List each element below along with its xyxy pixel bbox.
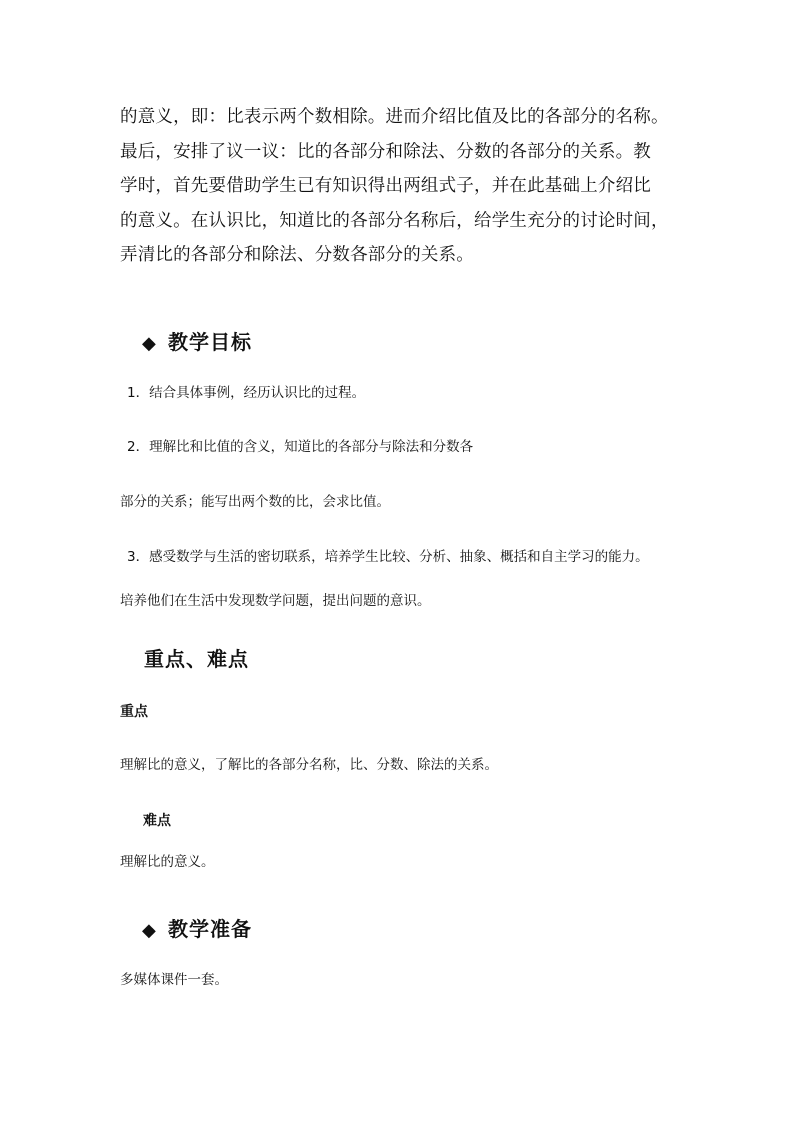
goal-item-2: 2．理解比和比值的含义，知道比的各部分与除法和分数各: [127, 439, 474, 455]
goal-item-2-continued: 部分的关系；能写出两个数的比，会求比值。: [120, 494, 390, 510]
section-heading-goals: [142, 326, 252, 355]
goal-item-3: 3．感受数学与生活的密切联系，培养学生比较、分析、抽象、概括和自主学习的能力。: [127, 549, 649, 565]
intro-line: 学时，首先要借助学生已有知识得出两组式子，并在此基础上介绍比: [120, 176, 651, 196]
intro-line: 的意义。在认识比，知道比的各部分名称后，给学生充分的讨论时间，: [120, 210, 669, 231]
difficulty-label: 难点: [143, 813, 171, 829]
preparation-text: 多媒体课件一套。: [120, 972, 228, 988]
goal-item-1: 1．结合具体事例，经历认识比的过程。: [127, 385, 366, 401]
section-heading-key-points: [144, 643, 249, 672]
diamond-bullet-icon: ◆: [142, 920, 157, 941]
section-title: 重点、难点: [144, 647, 249, 671]
difficulty-text: 理解比的意义。: [120, 854, 215, 870]
diamond-bullet-icon: ◆: [142, 333, 157, 354]
section-heading-preparation: [142, 913, 252, 942]
section-title: 教学目标: [168, 330, 252, 354]
section-title: 教学准备: [168, 917, 252, 941]
focus-label: 重点: [120, 704, 148, 720]
intro-paragraph: [120, 100, 680, 273]
intro-line: 的意义，即：比表示两个数相除。进而介绍比值及比的各部分的名称。: [120, 107, 669, 127]
intro-line: 最后，安排了议一议：比的各部分和除法、分数的各部分的关系。教: [120, 141, 651, 162]
focus-text: 理解比的意义，了解比的各部分名称，比、分数、除法的关系。: [120, 757, 498, 773]
intro-line: 弄清比的各部分和除法、分数各部分的关系。: [120, 245, 474, 265]
goal-item-3-continued: 培养他们在生活中发现数学问题，提出问题的意识。: [120, 593, 431, 609]
